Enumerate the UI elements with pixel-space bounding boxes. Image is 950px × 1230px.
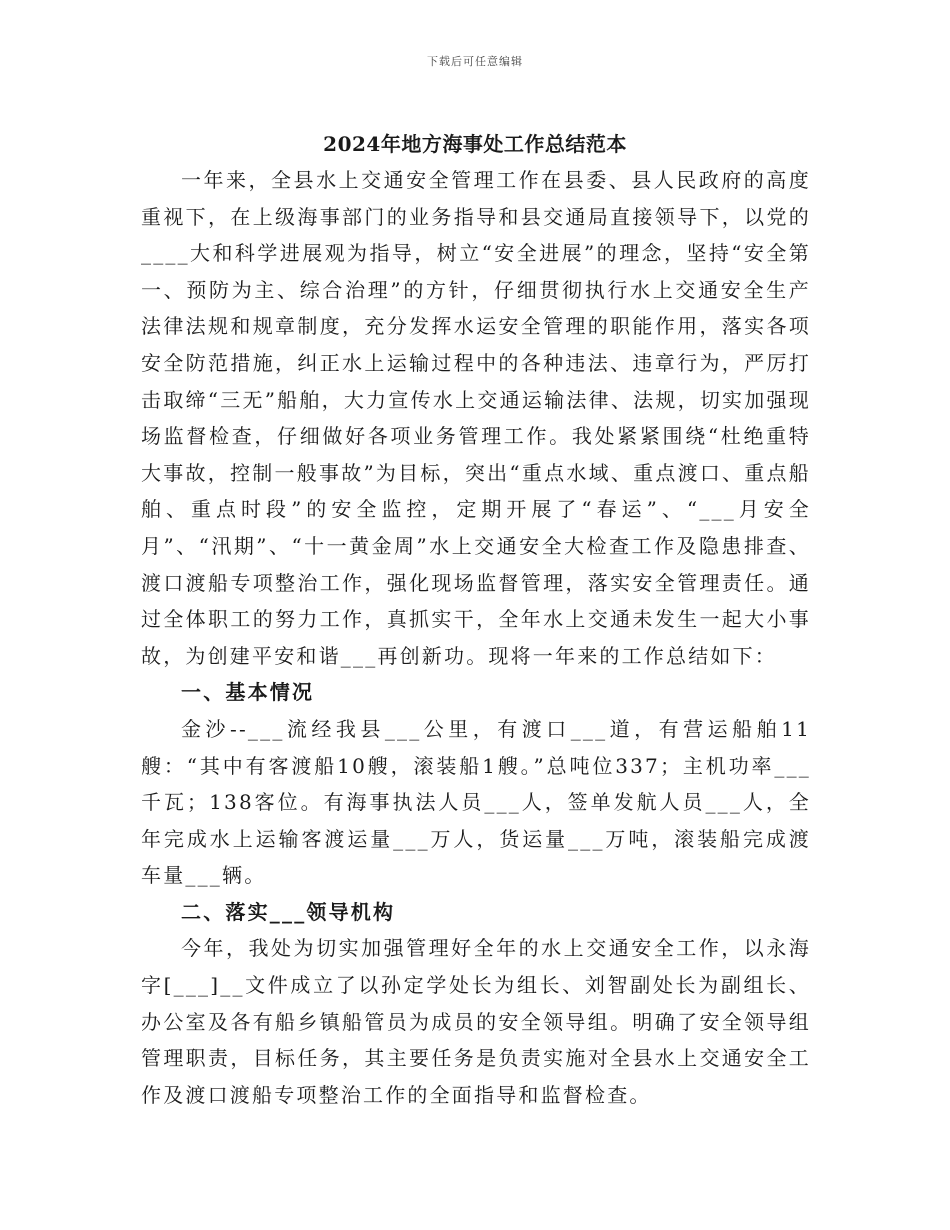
intro-paragraph: 一年来，全县水上交通安全管理工作在县委、县人民政府的高度重视下，在上级海事部门的业务指导和县交通局直接领导下，以党的____大和科学进展观为指导，树立“安全进展”的理念，坚持“安全第一、预防为主、综合治理”的方针，仔细贯彻执行水上交通安全生产法律法规和规章制度，充分发挥水运安全管理的职能作用，落实各项安全防范措施，纠正水上运输过程中的各种违法、违章行为，严厉打击取缔“三无”船舶，大力宣传水上交通运输法律、法规，切实加强现场监督检查，仔细做好各项业务管理工作。我处紧紧围绕“杜绝重特大事故，控制一般事故”为目标，突出“重点水域、重点渡口、重点船舶、重点时段”的安全监控，定期开展了“春运”、“___月安全月”、“汛期”、“十一黄金周”水上交通安全大检查工作及隐患排查、渡口渡船专项整治工作，强化现场监督管理，落实安全管理责任。通过全体职工的努力工作，真抓实干，全年水上交通未发生一起大小事故，为创建平安和谐___再创新功。现将一年来的工作总结如下： bbox=[141, 168, 811, 668]
section-heading-leadership: 二、落实___领导机构 bbox=[181, 899, 396, 924]
section-heading-basic-situation: 一、基本情况 bbox=[181, 680, 315, 705]
leadership-paragraph: 今年，我处为切实加强管理好全年的水上交通安全工作，以永海字[___]__文件成立了以孙定学处长为组长、刘智副处长为副组长、办公室及各有船乡镇船管员为成员的安全领导组。明确了安全领导组管理职责，目标任务，其主要任务是负责实施对全县水上交通安全工作及渡口渡船专项整治工作的全面指导和监督检查。 bbox=[141, 936, 811, 1107]
document-title: 2024年地方海事处工作总结范本 bbox=[323, 132, 627, 156]
basic-situation-paragraph: 金沙--___流经我县___公里，有渡口___道，有营运船舶11艘：“其中有客渡船10艘，滚装船1艘。”总吨位337；主机功率___千瓦；138客位。有海事执法人员___人，签单发航人员___人，全年完成水上运输客渡运量___万人，货运量___万吨，滚装船完成渡车量___辆。 bbox=[141, 716, 811, 888]
header-note: 下载后可任意编辑 bbox=[427, 55, 523, 68]
document-body bbox=[141, 162, 811, 1113]
